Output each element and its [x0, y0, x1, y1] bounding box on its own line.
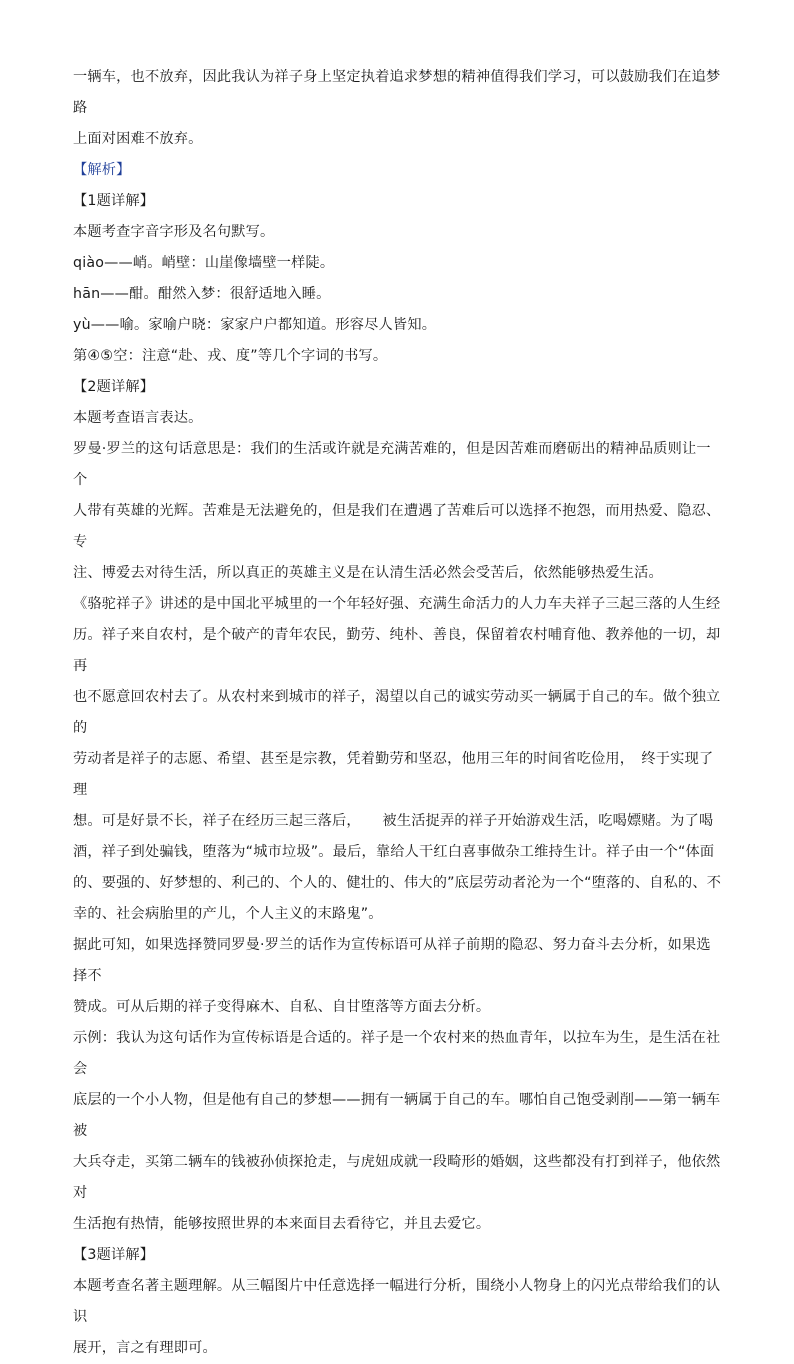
text-line: 本题考查名著主题理解。从三幅图片中任意选择一幅进行分析，围绕小人物身上的闪光点带给我们的认识: [73, 1278, 721, 1325]
text-line: 注、博爱去对待生活，所以真正的英雄主义是在认清生活必然会受苦后，依然能够热爱生活。: [73, 565, 663, 581]
text-line: 《骆驼祥子》讲述的是中国北平城里的一个年轻好强、充满生命活力的人力车夫祥子三起三落的人生经: [73, 596, 721, 612]
section-heading-q2: 【2题详解】: [73, 379, 155, 395]
text-line: 一辆车，也不放弃，因此我认为祥子身上坚定执着追求梦想的精神值得我们学习，可以鼓励我们在追梦路: [73, 69, 721, 116]
text-line: 罗曼·罗兰的这句话意思是：我们的生活或许就是充满苦难的，但是因苦难而磨砺出的精神品质则让一个: [73, 441, 711, 488]
text-line: 上面对困难不放弃。: [73, 131, 203, 147]
text-line: 也不愿意回农村去了。从农村来到城市的祥子，渴望以自己的诚实劳动买一辆属于自己的车。做个独立的: [73, 689, 721, 736]
text-line: 第④⑤空：注意“赴、戎、度”等几个字词的书写。: [73, 348, 388, 364]
text-line: qiào——峭。峭壁：山崖像墙壁一样陡。: [73, 255, 335, 271]
text-line: 底层的一个小人物，但是他有自己的梦想——拥有一辆属于自己的车。哪怕自己饱受剥削——第一辆车被: [73, 1092, 721, 1139]
text-line: 大兵夺走，买第二辆车的钱被孙侦探抢走，与虎妞成就一段畸形的婚姻，这些都没有打到祥子，他依然对: [73, 1154, 721, 1201]
text-line: 幸的、社会病胎里的产儿，个人主义的末路鬼”。: [73, 906, 383, 922]
text-line: 酒，祥子到处骗钱，堕落为“城市垃圾”。最后，靠给人干红白喜事做杂工维持生计。祥子由一个“体面: [73, 844, 715, 860]
analysis-heading: 【解析】: [73, 162, 131, 178]
text-line: 历。祥子来自农村，是个破产的青年农民，勤劳、纯朴、善良，保留着农村哺育他、教养他的一切，却再: [73, 627, 721, 674]
text-line: 本题考查字音字形及名句默写。: [73, 224, 275, 240]
text-line: 示例：我认为这句话作为宣传标语是合适的。祥子是一个农村来的热血青年，以拉车为生，是生活在社会: [73, 1030, 721, 1077]
section-heading-q3: 【3题详解】: [73, 1247, 155, 1263]
text-line: 生活抱有热情，能够按照世界的本来面目去看待它，并且去爱它。: [73, 1216, 491, 1232]
text-line: 的、要强的、好梦想的、利己的、个人的、健壮的、伟大的”底层劳动者沦为一个“堕落的、自私的、不: [73, 875, 722, 891]
text-line: 人带有英雄的光辉。苦难是无法避免的，但是我们在遭遇了苦难后可以选择不抱怨，而用热爱、隐忍、专: [73, 503, 721, 550]
text-line: 本题考查语言表达。: [73, 410, 203, 426]
text-line: 据此可知，如果选择赞同罗曼·罗兰的话作为宣传标语可从祥子前期的隐忍、努力奋斗去分析，如果选择不: [73, 937, 711, 984]
text-line: 想。可是好景不长，祥子在经历三起三落后， 被生活捉弄的祥子开始游戏生活，吃喝嫖赌。为了喝: [73, 813, 714, 829]
text-line: 展开，言之有理即可。: [73, 1340, 217, 1356]
section-heading-q1: 【1题详解】: [73, 193, 155, 209]
text-line: hān——酣。酣然入梦：很舒适地入睡。: [73, 286, 331, 302]
text-line: yù——喻。家喻户晓：家家户户都知道。形容尽人皆知。: [73, 317, 437, 333]
answer-analysis-text: [73, 62, 723, 1364]
text-line: 赞成。可从后期的祥子变得麻木、自私、自甘堕落等方面去分析。: [73, 999, 491, 1015]
text-line: 劳动者是祥子的志愿、希望、甚至是宗教，凭着勤劳和坚忍，他用三年的时间省吃俭用， 终于实现了理: [73, 751, 714, 798]
